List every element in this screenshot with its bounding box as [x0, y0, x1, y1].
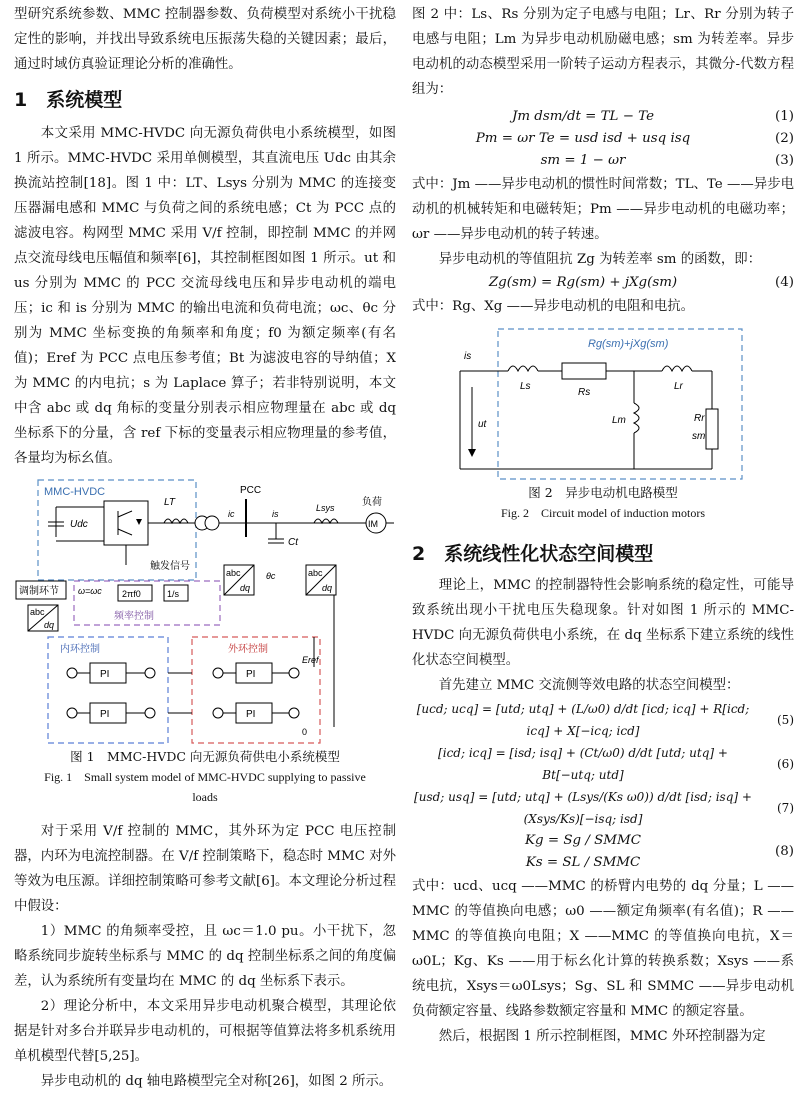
- svg-text:abc: abc: [308, 568, 323, 578]
- fig1-lt-label: LT: [164, 497, 175, 508]
- fig1-eref-label: Eref: [302, 655, 319, 665]
- svg-text:1/s: 1/s: [167, 589, 180, 599]
- fig1-omega-eq: ω=ωc: [78, 586, 102, 596]
- equation-1: Jm dsm/dt = TL − Te (1): [511, 109, 794, 124]
- svg-text:PI: PI: [100, 669, 110, 680]
- fig1-inner-label: 内环控制: [60, 644, 100, 655]
- svg-text:PI: PI: [246, 669, 256, 680]
- equation-4: Zg(sm) = Rg(sm) + jXg(sm) (4): [488, 275, 794, 290]
- equation-6: [icd; icq] = [isd; isq] + (Ct/ω0) d/dt [utd; utq] + Bt[−utq; utd] (6): [438, 746, 794, 782]
- svg-text:2πf0: 2πf0: [122, 589, 141, 599]
- section-1-title: 1 系统模型: [14, 89, 123, 111]
- left-column: [14, 0, 396, 1094]
- where-paragraph-2: 式中：Rg、Xg ——异步电动机的电阻和电抗。: [412, 299, 695, 314]
- figure-1-diagram: [14, 477, 396, 747]
- fig1-ct-label: Ct: [288, 537, 298, 548]
- svg-text:abc: abc: [30, 607, 45, 617]
- svg-text:PI: PI: [246, 709, 256, 720]
- assumption-1: 1）MMC 的角频率受控，且 ωc＝1.0 pu。小干扰下，忽略系统同步旋转坐标系与 MMC 的 dq 控制坐标系之间的角度偏差，认为系统所有变量均在 MMC 的 dq 坐标系下表示。: [14, 924, 396, 989]
- fig2-sm-label: sm: [692, 431, 706, 442]
- fig2-lm-label: Lm: [612, 415, 626, 426]
- fig2-rs-resistor: [562, 363, 606, 379]
- svg-text:abc: abc: [226, 568, 241, 578]
- fig1-is-label: is: [272, 509, 279, 519]
- fig1-mmc-hvdc-label: MMC-HVDC: [44, 486, 106, 498]
- equation-5: [ucd; ucq] = [utd; utq] + (L/ω0) d/dt [icd; icq] + R[icd; icq] + X[−icq; icd] (5): [416, 702, 794, 738]
- fig2-lr-label: Lr: [674, 381, 683, 392]
- figure-2-caption-cn: 图 2 异步电动机电路模型: [528, 485, 678, 500]
- fig1-zero-label: 0: [302, 727, 308, 737]
- equation-3: sm = 1 − ωr (3): [540, 153, 794, 168]
- fig1-trigger-label: 触发信号: [150, 561, 190, 572]
- fig1-lsys-label: Lsys: [316, 503, 335, 513]
- svg-text:dq: dq: [240, 583, 251, 593]
- fig1-modulation-label: 调制环节: [19, 586, 59, 597]
- motor-model-paragraph: 异步电动机的 dq 轴电路模型完全对称[26]，如图 2 所示。: [40, 1074, 393, 1089]
- figure-2-diagram: [412, 323, 794, 483]
- figure-1-caption-cn: 图 1 MMC-HVDC 向无源负荷供电小系统模型: [70, 749, 340, 764]
- fig2-description-paragraph: 图 2 中：Ls、Rs 分别为定子电感与电阻；Lr、Rr 分别为转子电感与电阻；Lm 为异步电动机励磁电感；sm 为转差率。异步电动机的动态模型采用一阶转子运动方程表示，其微分-代数方程组为：: [412, 7, 794, 97]
- svg-text:dq: dq: [322, 583, 333, 593]
- where-paragraph-1: 式中：Jm ——异步电动机的惯性时间常数；TL、Te ——异步电动机的机械转矩和电磁转矩；Pm ——异步电动机的电磁功率；ωr ——异步电动机的转子转速。: [412, 177, 794, 242]
- section-2-title: 2 系统线性化状态空间模型: [412, 543, 654, 565]
- fig2-is-label: is: [464, 351, 472, 362]
- fig1-udc-label: Udc: [70, 519, 88, 530]
- fig2-rr-label: Rr: [694, 413, 705, 424]
- equation-7: [usd; usq] = [utd; utq] + (Lsys/(Ks ω0)) d/dt [isd; isq] + (Xsys/Ks)[−isq; isd] (7): [414, 790, 794, 826]
- figure-1-caption-en: Fig. 1 Small system model of MMC-HVDC supplying to passive loads: [44, 770, 366, 804]
- section-2-paragraph-1: 理论上，MMC 的控制器特性会影响系统的稳定性，可能导致系统出现小干扰电压失稳现象。针对如图 1 所示的 MMC-HVDC 向无源负荷供电小系统，在 dq 坐标系下建立系统的线性化状态空间模型。: [412, 578, 794, 668]
- assumption-2: 2）理论分析中，本文采用异步电动机聚合模型，其理论依据是针对多台并联异步电动机的，可根据等值算法将多机系统用单机模型代替[5,25]。: [14, 999, 396, 1064]
- fig2-ls-label: Ls: [520, 381, 531, 392]
- equation-2: Pm = ωr Te = usd isd + usq isq (2): [475, 131, 794, 146]
- fig1-motor-label: IM: [368, 519, 378, 529]
- equation-8: Kg = Sg / SMMC Ks = SL / SMMC (8): [525, 833, 794, 870]
- svg-text:dq: dq: [44, 620, 55, 630]
- closing-paragraph: 然后，根据图 1 所示控制框图，MMC 外环控制器为定: [438, 1029, 766, 1044]
- fig1-converter-icon: [104, 501, 148, 545]
- fig1-load-label: 负荷: [362, 497, 382, 508]
- fig1-ic-label: ic: [228, 509, 235, 519]
- fig2-rs-label: Rs: [578, 387, 591, 398]
- fig1-outer-label: 外环控制: [228, 644, 268, 655]
- where-paragraph-3: 式中：ucd、ucq ——MMC 的桥臂内电势的 dq 分量；L ——MMC 的等值换向电感；ω0 ——额定角频率(有名值)；R ——MMC 的等值换向电阻；X ——MMC 的等值换向电抗，X＝ω0L；Kg、Ks ——用于标幺化计算的转换系数；Xsys ——系统电抗，Xsys＝ω0Lsys；Sg、SL 和 SMMC ——异步电动机负荷额定容量、线路参数额定容量和 MMC 的额定容量。: [412, 879, 794, 1019]
- fig1-theta-c-label: θc: [266, 571, 276, 581]
- fig2-rr-resistor: [706, 409, 718, 449]
- section-1-paragraph: 本文采用 MMC-HVDC 向无源负荷供电小系统模型，如图 1 所示。MMC-HVDC 采用单侧模型，其直流电压 Udc 由其余换流站控制[18]。图 1 中：LT、Lsys 分别为 MMC 的连接变压器漏电感和 MMC 与负荷之间的系统电感；Ct 为 PCC 点的滤波电容。构网型 MMC 采用 V/f 控制，即控制 MMC 的并网点交流母线电压幅值和频率[6]，其控制框图如图 1 所示。ut 和 us 分别为 MMC 的 PCC 交流母线电压和异步电动机的端电压；ic 和 is 分别为 MMC 的输出电流和负荷电流；ωc、θc 分别为 MMC 坐标变换的角频率和角度；f0 为额定频率(有名值)；Eref 为 PCC 点电压参考值；Bt 为滤波电容的导纳值；X 为 MMC 的内电抗；s 为 Laplace 算子；若非特别说明，本文中含 abc 或 dq 角标的变量分别表示相应物理量在 abc 或 dq 坐标系下的分量，含 ref 下标的变量表示相应物理量的参考值，各量均为标幺值。: [14, 126, 396, 466]
- intro-paragraph: 型研究系统参数、MMC 控制器参数、负荷模型对系统小干扰稳定性的影响，并找出导致系统电压振荡失稳的关键因素；最后，通过时域仿真验证理论分析的准确性。: [14, 7, 396, 72]
- figure-2-caption-en: Fig. 2 Circuit model of induction motors: [501, 506, 705, 520]
- fig1-pcc-label: PCC: [240, 485, 262, 496]
- svg-text:PI: PI: [100, 709, 110, 720]
- impedance-paragraph: 异步电动机的等值阻抗 Zg 为转差率 sm 的函数，即：: [438, 252, 762, 267]
- fig1-freq-ctrl-label: 频率控制: [114, 611, 154, 622]
- vf-paragraph: 对于采用 V/f 控制的 MMC，其外环为定 PCC 电压控制器，内环为电流控制器。在 V/f 控制策略下，稳态时 MMC 对外等效为电压源。详细控制策略可参考文献[6]。本文理论分析过程中假设：: [14, 824, 396, 914]
- fig2-ut-label: ut: [478, 419, 487, 430]
- section-2-paragraph-2: 首先建立 MMC 交流侧等效电路的状态空间模型：: [438, 678, 740, 693]
- fig2-zg-label: Rg(sm)+jXg(sm): [588, 338, 669, 350]
- right-column: [412, 0, 794, 1049]
